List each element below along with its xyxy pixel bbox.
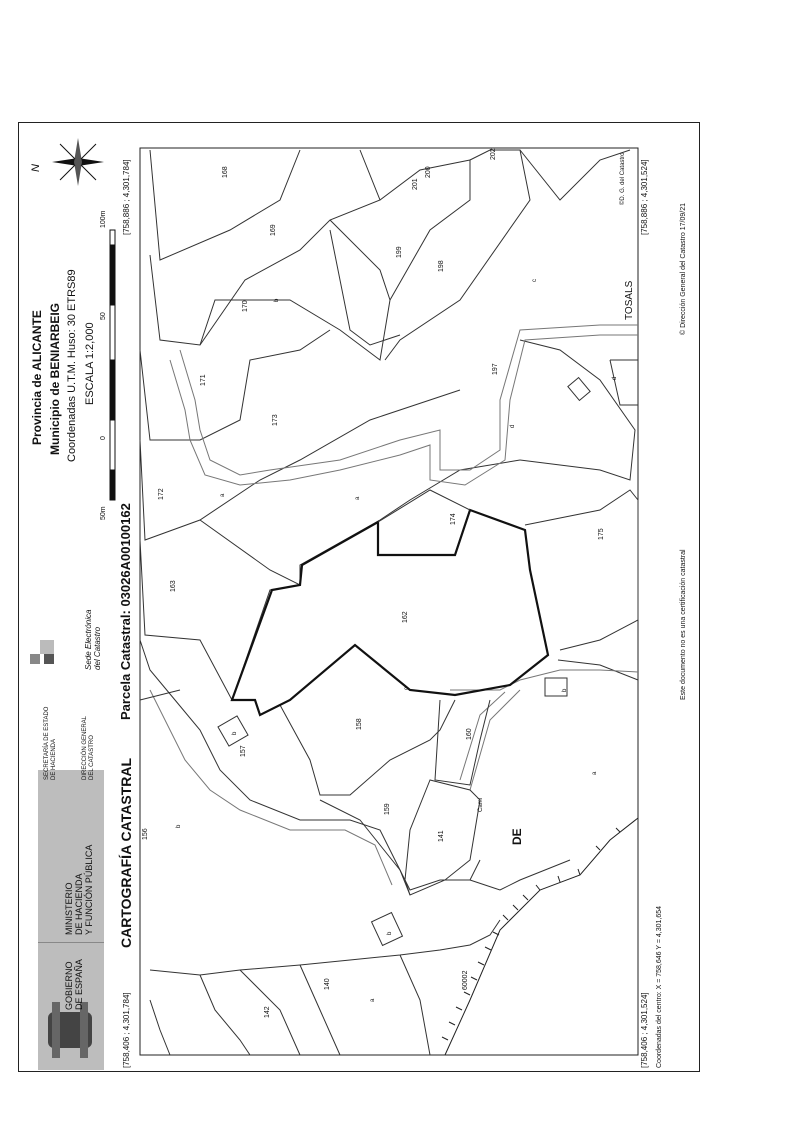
subparcel-label: c [532, 279, 538, 282]
subparcel-label: b [387, 931, 393, 935]
parcel-label: 160 [466, 728, 473, 740]
provincia-text: Provincia de ALICANTE [30, 310, 44, 445]
parcel-159-outline [320, 800, 480, 890]
road-code: 60002 [462, 970, 469, 990]
building-175 [545, 678, 567, 696]
parcel-142-a [150, 1000, 170, 1055]
secretaria-text [44, 707, 58, 780]
parcel-label: 157 [240, 745, 247, 757]
parcel-label: 168 [222, 166, 229, 178]
corner-bottom-left: [758,406 ; 4,301,784] [122, 992, 131, 1068]
parcel-label: 202 [490, 148, 497, 160]
parcel-label: 170 [242, 300, 249, 312]
subparcel-label: d [510, 424, 516, 428]
parcel-142-b [200, 975, 250, 1055]
north-arrow-icon [52, 138, 104, 186]
sede-text [84, 610, 102, 670]
parcel-140-boundary [150, 920, 500, 975]
building-197 [568, 378, 590, 401]
subparcel-label: b [176, 824, 182, 828]
escala-text: ESCALA 1:2,000 [84, 322, 96, 405]
secretaria-line-1: SECRETARÍA DE ESTADO [44, 706, 50, 780]
building-b [372, 913, 403, 946]
parcel-162-outline [232, 510, 548, 715]
parcel-171-outline [140, 330, 330, 440]
sede-logo-icon [30, 640, 54, 664]
parcel-160-lower [470, 860, 570, 890]
subparcel-label: b [232, 731, 238, 735]
sede-line-2: del Catastro [93, 626, 102, 670]
scale-tick-4: 100m [100, 210, 107, 228]
parcel-label: 201 [412, 178, 419, 190]
parcel-163-outline [140, 540, 300, 700]
gov-line-1: GOBIERNO [64, 961, 74, 1010]
scale-tick-2: 0 [100, 436, 107, 440]
map-title: CARTOGRAFÍA CATASTRAL [118, 757, 134, 948]
parcel-label: 199 [396, 246, 403, 258]
parcel-label: 173 [272, 414, 279, 426]
parcel-157-boundary [140, 640, 410, 895]
parcel-label: 169 [270, 224, 277, 236]
direccion-text [82, 716, 96, 780]
parcel-140-c [400, 955, 430, 1055]
north-label: N [30, 164, 42, 172]
coordenadas-text: Coordenadas U.T.M. Huso: 30 ETRS89 [66, 269, 78, 462]
corner-top-right: [758,886 ; 4,301,524] [640, 159, 649, 235]
secretaria-line-2: DE HACIENDA [51, 738, 57, 780]
parcel-lines [140, 150, 638, 1055]
map-inner-frame [140, 148, 638, 1055]
scale-tick-3: 50 [100, 312, 107, 320]
parcel-198-outline [385, 150, 530, 360]
parcel-label: 142 [264, 1006, 271, 1018]
ministry-line-1: MINISTERIO [64, 882, 74, 935]
direccion-line-2: DEL CATASTRO [89, 735, 95, 780]
building-edge [610, 360, 638, 405]
parcel-label: 198 [438, 260, 445, 272]
subparcel-label: a [220, 493, 226, 497]
footer-center-coords: Coordenadas del centro: X = 758,646 Y = 4,301,654 [656, 905, 663, 1068]
toponym-tosals: TOSALS [624, 280, 635, 320]
subparcel-label: c [404, 687, 410, 690]
subparcel-label: b [562, 688, 568, 692]
parcel-label: 140 [324, 978, 331, 990]
subparcel-label: d [612, 376, 618, 380]
parcel-label: 175 [598, 528, 605, 540]
subparcel-label: b [274, 298, 280, 302]
parcel-202-outline [520, 150, 630, 200]
parcel-label: 159 [384, 803, 391, 815]
road-name: Camí [478, 797, 484, 812]
direccion-line-1: DIRECCIÓN GENERAL [82, 715, 88, 780]
copyright-inner: ©D. G. del Catastro [620, 152, 626, 205]
footer-copyright: © Dirección General del Catastro 17/09/21 [680, 202, 687, 335]
parcel-199-outline [380, 160, 470, 300]
road-upper-b [170, 335, 638, 485]
coat-of-arms-icon [48, 1002, 92, 1058]
sede-line-1: Sede Electrónica [84, 609, 93, 670]
parcel-172-outline [200, 460, 520, 585]
parcel-197-d-outline [520, 340, 635, 480]
railway-line [445, 818, 638, 1055]
scale-tick-1: 50m [100, 506, 107, 520]
ministry-text [64, 845, 94, 935]
parcel-label: 197 [492, 363, 499, 375]
parcel-label: 171 [200, 374, 207, 386]
parcel-169-outline [150, 150, 380, 345]
parcel-173-boundary [140, 390, 460, 540]
parcel-label: 156 [142, 828, 149, 840]
parcel-158-outline [280, 700, 455, 795]
subparcel-label: a [592, 771, 598, 775]
gov-line-2: DE ESPAÑA [74, 959, 84, 1010]
road-lower-a [450, 670, 638, 690]
parcel-200-outline [330, 230, 400, 345]
parcel-label: 200 [425, 166, 432, 178]
ministry-line-3: Y FUNCIÓN PÚBLICA [84, 844, 94, 935]
parcel-label: 141 [438, 830, 445, 842]
parcel-140-b [300, 965, 340, 1055]
scale-bar [110, 230, 115, 500]
ministry-line-2: DE HACIENDA [74, 873, 84, 935]
corner-bottom-right: [758,406 ; 4,301,524] [640, 992, 649, 1068]
parcel-label: 158 [356, 718, 363, 730]
toponym-de: DE [510, 828, 524, 845]
corner-top-left: [758,886 ; 4,301,784] [122, 159, 131, 235]
parcel-label: 163 [170, 580, 177, 592]
parcel-162-label: 162 [402, 611, 409, 623]
municipio-text: Municipio de BENIARBEIG [48, 302, 62, 455]
subparcel-label: a [355, 496, 361, 500]
footer-note: Este documento no es una certificación catastral [680, 549, 687, 700]
subparcel-label: a [370, 998, 376, 1002]
road-lower-b [470, 690, 520, 790]
parcel-label: 172 [158, 488, 165, 500]
parcela-title: Parcela Catastral: 03026A00100162 [118, 503, 133, 720]
parcel-label: 174 [450, 513, 457, 525]
gov-logo-text [64, 959, 84, 1010]
